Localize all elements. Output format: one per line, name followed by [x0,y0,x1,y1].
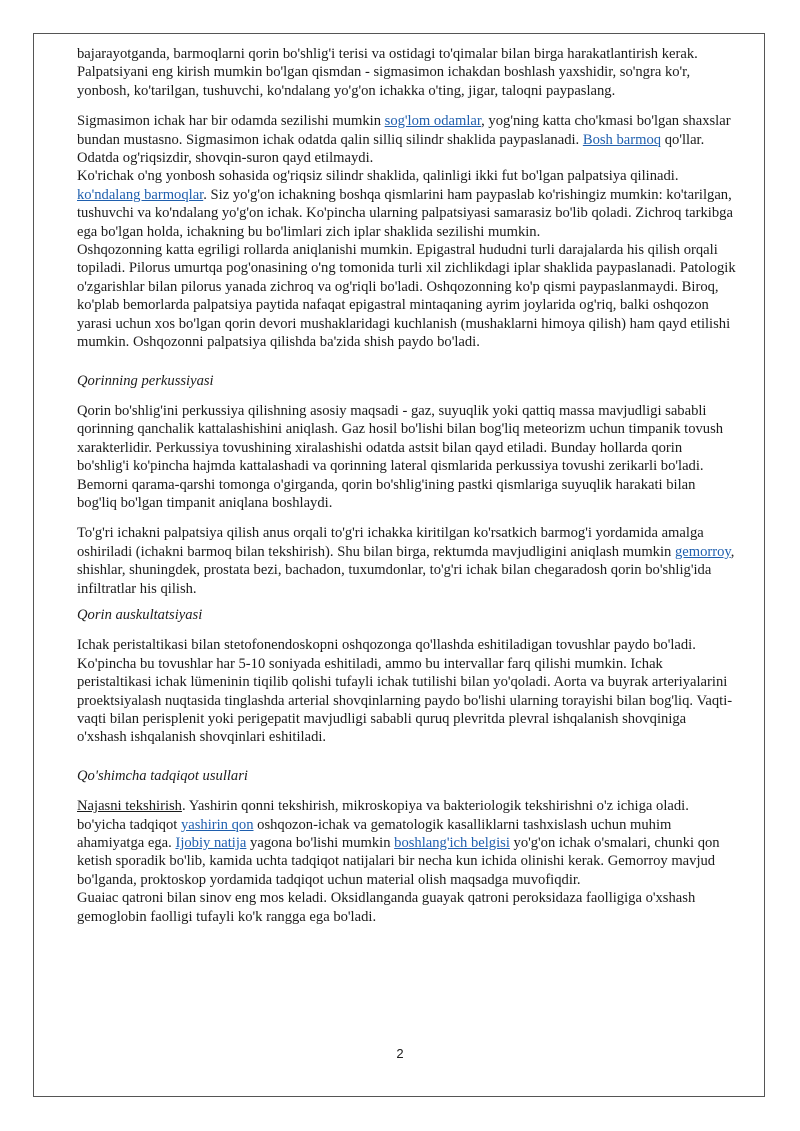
paragraph-auscultation: Ichak peristaltikasi bilan stetofonendoskopni oshqozonga qo'llashda eshitiladigan tovushlar paydo bo'ladi. Ko'pincha bu tovushlar har 5-10 soniyada eshitiladi, ammo bu intervallar farq qilishi mumkin. Ichak peristaltikasi ichak lümeninin tiqilib qolishi tufayli ichak tutilishi bilan yo'qoladi. Aorta va buyrak arteriyalarini proektsiyalash nuqtasida tinglashda arterial shovqinlarning paydo bo'lishi ularning torayishi bilan bog'liq. Vaqti-vaqti bilan perisplenit yoki perigepatit mavjudligi sababli quruq plevritda plevral ishqalanish shovqiniga o'xshash ishqalanish shovqinlari eshitiladi. [77,637,733,746]
page-number: 2 [396,1046,404,1061]
link-hemorrhoids[interactable]: gemorroy [674,543,731,560]
text-run: yo'g'on ichak o'smalari, chunki qon ketish sporadik bo'lib, kamida uchta tadqiqot natijalari bir necha kun ichida olinishi kerak. Gemorroy mavjud bo'lganda, proktoskop yordamida tadqiqot uchun material olish maqsadga muvofiqdir. [77,835,720,888]
paragraph-stomach: Oshqozonning katta egriligi rollarda aniqlanishi mumkin. Epigastral hududni turli darajalarda his qilish orqali topiladi. Pilorus umurtqa pog'onasining o'ng tomonida turli xil zichlikdagi iplar shaklida paypaslanadi. Patologik o'zgarishlar bilan pilorus yanada zichroq va og'riqli bo'ladi. Oshqozonning ko'p qismi paypaslanmaydi. Biroq, ko'plab bemorlarda palpatsiya paytida nafaqat epigastral mintaqaning ayrim joylarida og'riq, balki oshqozon yarasi uchun xos bo'lgan qorin devori mushaklaridagi kuchlanish (mushaklarni himoya qilish) ham qayd etilishi mumkin. Oshqozonni palpatsiya qilishda ba'zida shish paydo bo'ladi. [77,242,736,351]
paragraph-palpation-intro: bajarayotganda, barmoqlarni qorin bo'shlig'i terisi va ostidagi to'qimalar bilan birga harakatlantirish kerak. Palpatsiyani eng kirish mumkin bo'lgan qismdan - sigmasimon ichakdan boshlash yaxshidir, so'ngra ko'r, yonbosh, ko'tarilgan, tushuvchi, ko'ndalang yo'g'on ichakka o'ting, jigar, taloqni paypaslang. [77,46,698,99]
document-body [77,45,737,926]
text-run: . Yashirin qonni tekshirish, mikroskopiya va bakteriologik tekshirishni o'z ichiga oladi. [181,798,689,815]
text-run: bo'yicha tadqiqot [77,816,181,833]
link-thumb[interactable]: Bosh barmoq [582,131,662,148]
link-healthy-people[interactable]: sog'lom odamlar [384,113,482,130]
heading-auscultation: Qorin auskultatsiyasi [77,606,203,623]
paragraph-percussion: Qorin bo'shlig'ini perkussiya qilishning asosiy maqsadi - gaz, suyuqlik yoki qattiq massa mavjudligi sababli qorinning qanchalik kattalashishini aniqlash. Gaz hosil bo'lishi bilan bog'liq meteorizm uchun timpanik tovush xarakterlidir. Perkussiya tovushining xiralashishi odatda astsit bilan qayd etiladi. Bunday hollarda qorin bo'shlig'i ko'pincha hajmda kattalashadi va qorinning lateral qismlarida perkussiya tovushi zerikarli bo'ladi. Bemorni qarama-qarshi tomonga o'girganda, qorin bo'shlig'ining pastki qismlariga suyuqlik harakati bilan bog'liq bo'lgan timpanit aniqlana boshlaydi. [77,402,724,511]
paragraph-stool-exam [77,797,737,815]
paragraph-rectum [77,524,737,598]
paragraph-guaiac: Guaiac qatroni bilan sinov eng mos keladi. Oksidlanganda guayak qatroni peroksidaza faolligiga o'xshash gemoglobin faolligi tufayli ko'k rangga ega bo'ladi. [77,890,696,925]
link-occult-blood[interactable]: yashirin qon [180,816,254,833]
link-positive-result[interactable]: Ijobiy natija [175,835,247,852]
link-initial-sign[interactable]: boshlang'ich belgisi [394,835,510,852]
link-stool-exam[interactable]: Najasni tekshirish [77,798,182,815]
text-run: Ko'richak o'ng yonbosh sohasida og'riqsiz silindr shaklida, qalinligi ikki fut bo'lgan palpatsiya qilinadi. [77,168,679,185]
text-run: , shishlar, shuningdek, prostata bezi, bachadon, tuxumdonlar, to'g'ri ichak bilan chegaradosh qorin bo'shlig'ida infiltratlar his qilish. [77,543,735,597]
heading-additional-methods: Qo'shimcha tadqiqot usullari [77,767,248,784]
text-run: , yog'ning katta cho'kmasi bo'lgan shaxslar bundan mustasno. Sigmasimon ichak odatda qalin silliq silindr shaklida paypaslanadi. [77,113,731,148]
text-run: qo'llar. Odatda og'riqsizdir, shovqin-suron qayd etilmaydi. [77,131,705,167]
text-run: To'g'ri ichakni palpatsiya qilish anus orqali to'g'ri ichakka kiritilgan ko'rsatkich barmog'i yordamida amalga oshiriladi (ichakni barmoq bilan tekshirish). Shu bilan birga, rektumda mavjudligini aniqlash mumkin [77,525,704,560]
heading-percussion: Qorinning perkussiyasi [77,372,214,389]
paragraph-cecum [77,167,737,241]
text-run: oshqozon-ichak va gematologik kasalliklarni tashxislash uchun muhim ahamiyatga ega. [77,816,672,852]
paragraph-sigmoid [77,112,737,167]
text-run: yagona bo'lishi mumkin [246,835,395,852]
text-run: . Siz yo'g'on ichakning boshqa qismlarini ham paypaslab ko'rishingiz mumkin: ko'tarilgan, tushuvchi va ko'ndalang yo'g'on ichak. Ko'pincha ularning palpatsiyasi samarasiz bo'lib qoladi. Zichroq tarkibga ega bo'lgan holda, ichakning bu bo'limlari zich iplar shaklida sezilishi mumkin. [77,186,733,240]
text-run: Sigmasimon ichak har bir odamda sezilishi mumkin [77,113,385,130]
link-transverse-fingers[interactable]: ko'ndalang barmoqlar [77,186,204,203]
paragraph-occult-blood [77,816,737,890]
